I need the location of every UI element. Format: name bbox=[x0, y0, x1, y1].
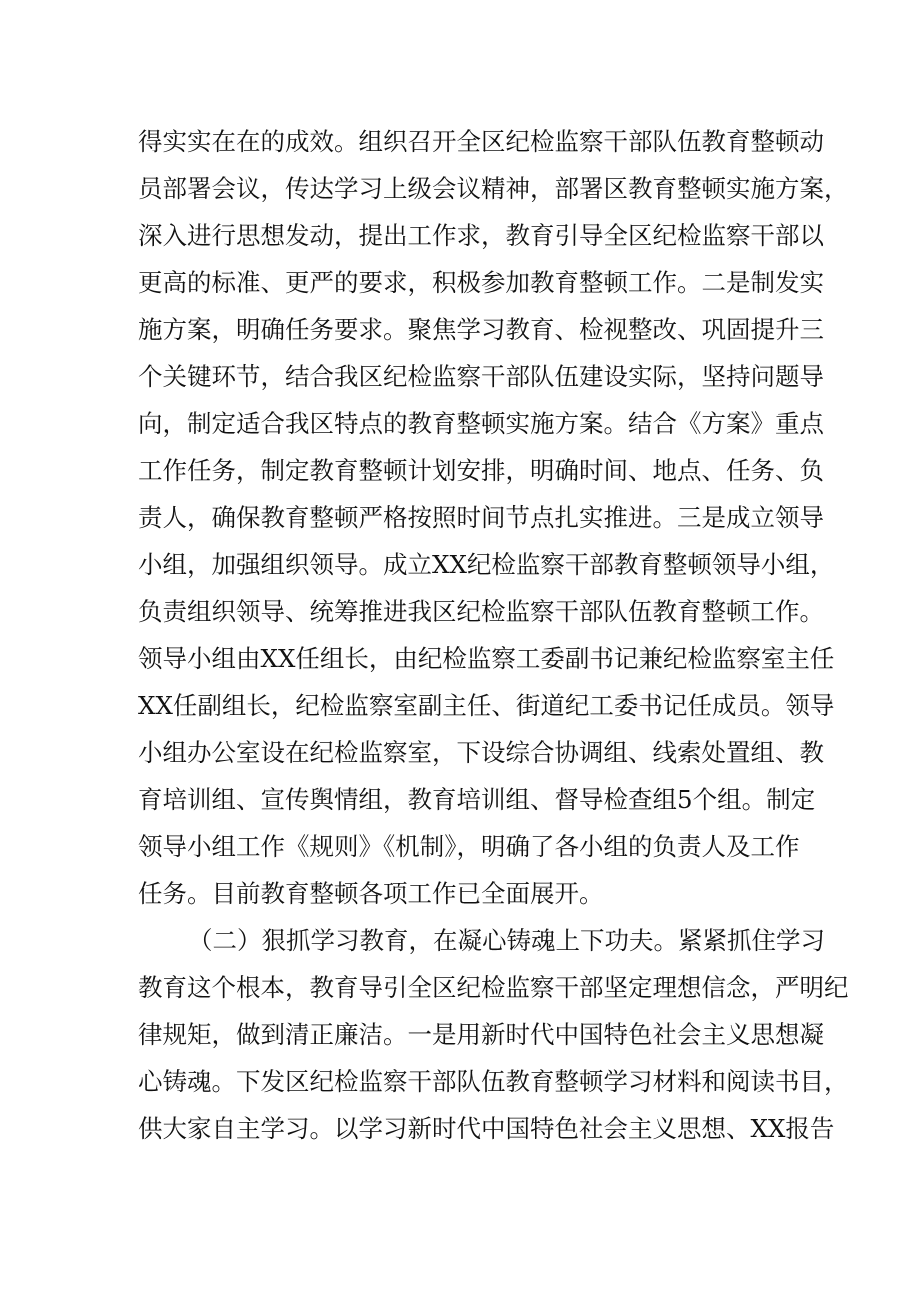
text-line: 个关键环节，结合我区纪检监察干部队伍建设实际，坚持问题导 bbox=[138, 362, 824, 391]
text-line: 深入进行思想发动，提出工作求，教育引导全区纪检监察干部以 bbox=[138, 221, 824, 250]
text-line: 律规矩，做到清正廉洁。一是用新时代中国特色社会主义思想凝 bbox=[138, 1020, 824, 1049]
text-line: 心铸魂。下发区纪检监察干部队伍教育整顿学习材料和阅读书目， bbox=[138, 1067, 849, 1096]
text-line: 任务。目前教育整顿各项工作已全面展开。 bbox=[138, 879, 604, 908]
text-line: 更高的标准、更严的要求，积极参加教育整顿工作。二是制发实 bbox=[138, 268, 824, 297]
section-heading-line: （二）狠抓学习教育，在凝心铸魂上下功夫。紧紧抓住学习 bbox=[188, 926, 825, 955]
text-line: 得实实在在的成效。组织召开全区纪检监察干部队伍教育整顿动 bbox=[138, 127, 824, 156]
text-line: 领导小组由XX任组长，由纪检监察工委副书记兼纪检监察室主任 bbox=[138, 644, 835, 673]
text-line: 教育这个根本，教育导引全区纪检监察干部坚定理想信念，严明纪 bbox=[138, 973, 849, 1002]
text-line: 育培训组、宣传舆情组，教育培训组、督导检查组5个组。制定 bbox=[138, 785, 816, 814]
text-line: XX任副组长，纪检监察室副主任、街道纪工委书记任成员。领导 bbox=[138, 691, 835, 720]
text-line: 工作任务，制定教育整顿计划安排，明确时间、地点、任务、负 bbox=[138, 456, 824, 485]
body-text bbox=[138, 118, 849, 1152]
text-line: 领导小组工作《规则》《机制》，明确了各小组的负责人及工作 bbox=[138, 832, 800, 861]
text-line: 向，制定适合我区特点的教育整顿实施方案。结合《方案》重点 bbox=[138, 409, 824, 438]
text-line: 供大家自主学习。以学习新时代中国特色社会主义思想、XX报告 bbox=[138, 1114, 835, 1143]
text-line: 员部署会议，传达学习上级会议精神，部署区教育整顿实施方案， bbox=[138, 174, 849, 203]
text-line: 责人，确保教育整顿严格按照时间节点扎实推进。三是成立领导 bbox=[138, 503, 824, 532]
text-line: 小组办公室设在纪检监察室，下设综合协调组、线索处置组、教 bbox=[138, 738, 824, 767]
text-line: 小组，加强组织领导。成立XX纪检监察干部教育整顿领导小组， bbox=[138, 550, 835, 579]
text-line: 负责组织领导、统筹推进我区纪检监察干部队伍教育整顿工作。 bbox=[138, 597, 824, 626]
text-line: 施方案，明确任务要求。聚焦学习教育、检视整改、巩固提升三 bbox=[138, 315, 824, 344]
